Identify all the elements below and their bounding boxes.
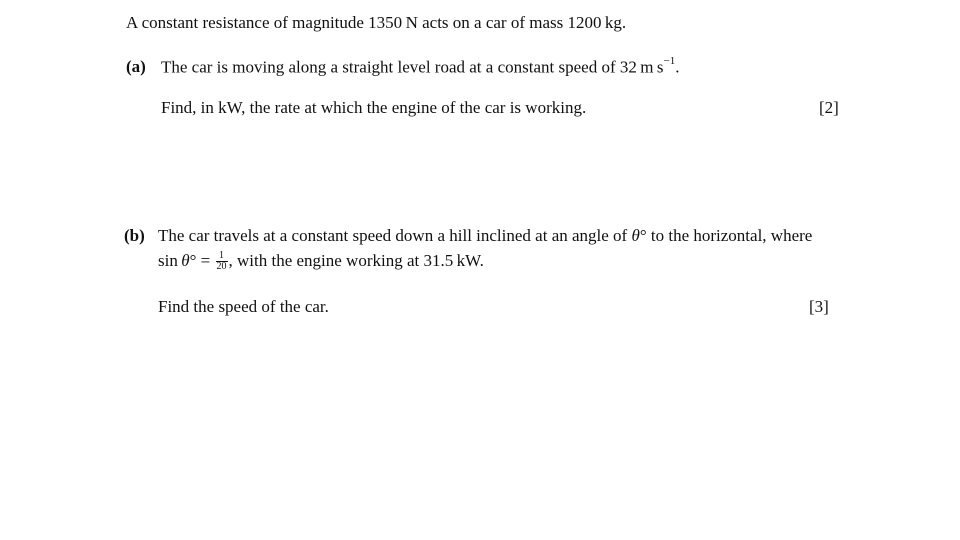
fraction-numerator: 1 bbox=[216, 251, 228, 262]
theta-symbol: θ bbox=[631, 226, 640, 245]
equals-sign: ° = bbox=[189, 251, 215, 270]
part-a-statement-main: The car is moving along a straight level road at a constant speed of 32 m s bbox=[161, 57, 664, 77]
part-b-marks: [3] bbox=[809, 297, 829, 316]
part-a-question: Find, in kW, the rate at which the engine of the car is working. bbox=[161, 98, 587, 117]
part-a-marks: [2] bbox=[819, 98, 839, 117]
fraction-one-twentieth bbox=[216, 251, 228, 272]
intro-text: A constant resistance of magnitude 1350 N acts on a car of mass 1200 kg. bbox=[126, 13, 627, 32]
part-a-statement-end: . bbox=[675, 57, 680, 77]
part-b-line1-start: The car travels at a constant speed down a hill inclined at an angle of bbox=[158, 226, 632, 245]
part-b-question: Find the speed of the car. bbox=[158, 297, 329, 316]
part-b-line2-end: , with the engine working at 31.5 kW. bbox=[228, 251, 484, 270]
theta-symbol-2: θ bbox=[181, 251, 190, 270]
part-a-speed-exponent: −1 bbox=[663, 55, 676, 67]
part-b-label: (b) bbox=[124, 226, 145, 245]
part-b-line2 bbox=[158, 250, 484, 273]
part-a-label: (a) bbox=[126, 57, 146, 76]
fraction-denominator: 20 bbox=[216, 260, 227, 272]
sin-function: sin bbox=[158, 251, 182, 270]
part-b-line1 bbox=[158, 227, 812, 244]
part-b-line1-end: ° to the horizontal, where bbox=[639, 226, 813, 245]
part-a-statement bbox=[161, 55, 680, 77]
